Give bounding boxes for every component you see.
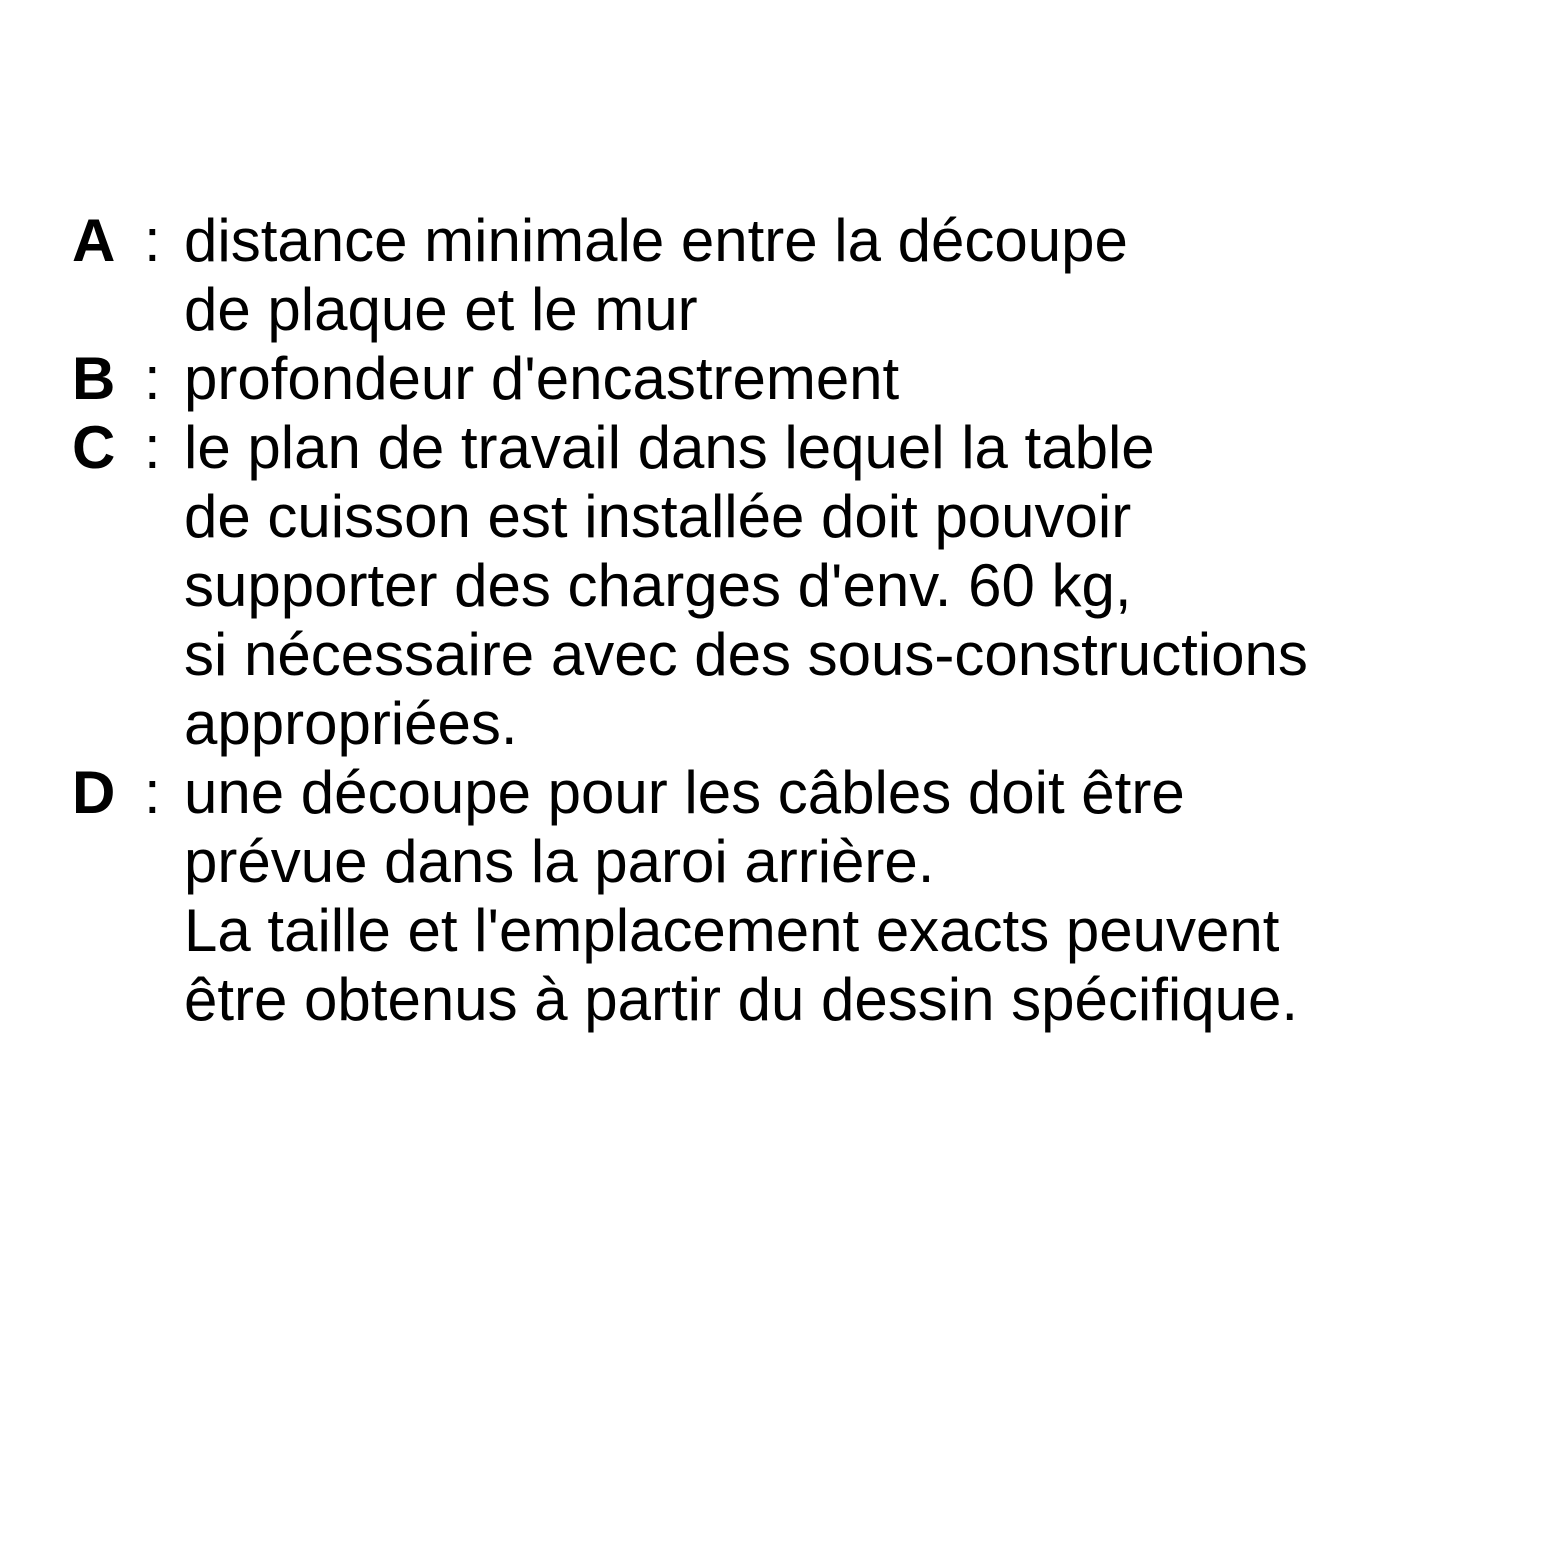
legend-description-b [184,344,899,413]
legend-line: prévue dans la paroi arrière. [184,828,935,895]
legend-line: appropriées. [184,690,518,757]
legend-line: si nécessaire avec des sous-constructions [184,621,1308,688]
legend-key-c [72,413,184,482]
legend-list [72,206,1532,1034]
legend-separator: : [144,207,161,274]
legend-key-a [72,206,184,275]
legend-entry-a [72,206,1532,344]
legend-key-b [72,344,184,413]
legend-letter: B [72,345,116,412]
legend-description-c [184,413,1308,758]
legend-line: distance minimale entre la découpe [184,207,1128,274]
legend-line: le plan de travail dans lequel la table [184,414,1155,481]
legend-line: de plaque et le mur [184,276,698,343]
legend-entry-b [72,344,1532,413]
legend-separator: : [144,345,161,412]
legend-entry-d [72,758,1532,1034]
legend-key-d [72,758,184,827]
legend-letter: A [72,207,116,274]
legend-line: profondeur d'encastrement [184,345,900,412]
legend-separator: : [144,414,161,481]
legend-description-d [184,758,1298,1034]
legend-description-a [184,206,1128,344]
legend-entry-c [72,413,1532,758]
legend-letter: D [72,759,116,826]
legend-separator: : [144,759,161,826]
legend-letter: C [72,414,116,481]
legend-line: supporter des charges d'env. 60 kg, [184,552,1132,619]
legend-line: une découpe pour les câbles doit être [184,759,1185,826]
legend-line: La taille et l'emplacement exacts peuvent [184,897,1280,964]
legend-line: de cuisson est installée doit pouvoir [184,483,1132,550]
legend-line: être obtenus à partir du dessin spécifique. [184,966,1299,1033]
